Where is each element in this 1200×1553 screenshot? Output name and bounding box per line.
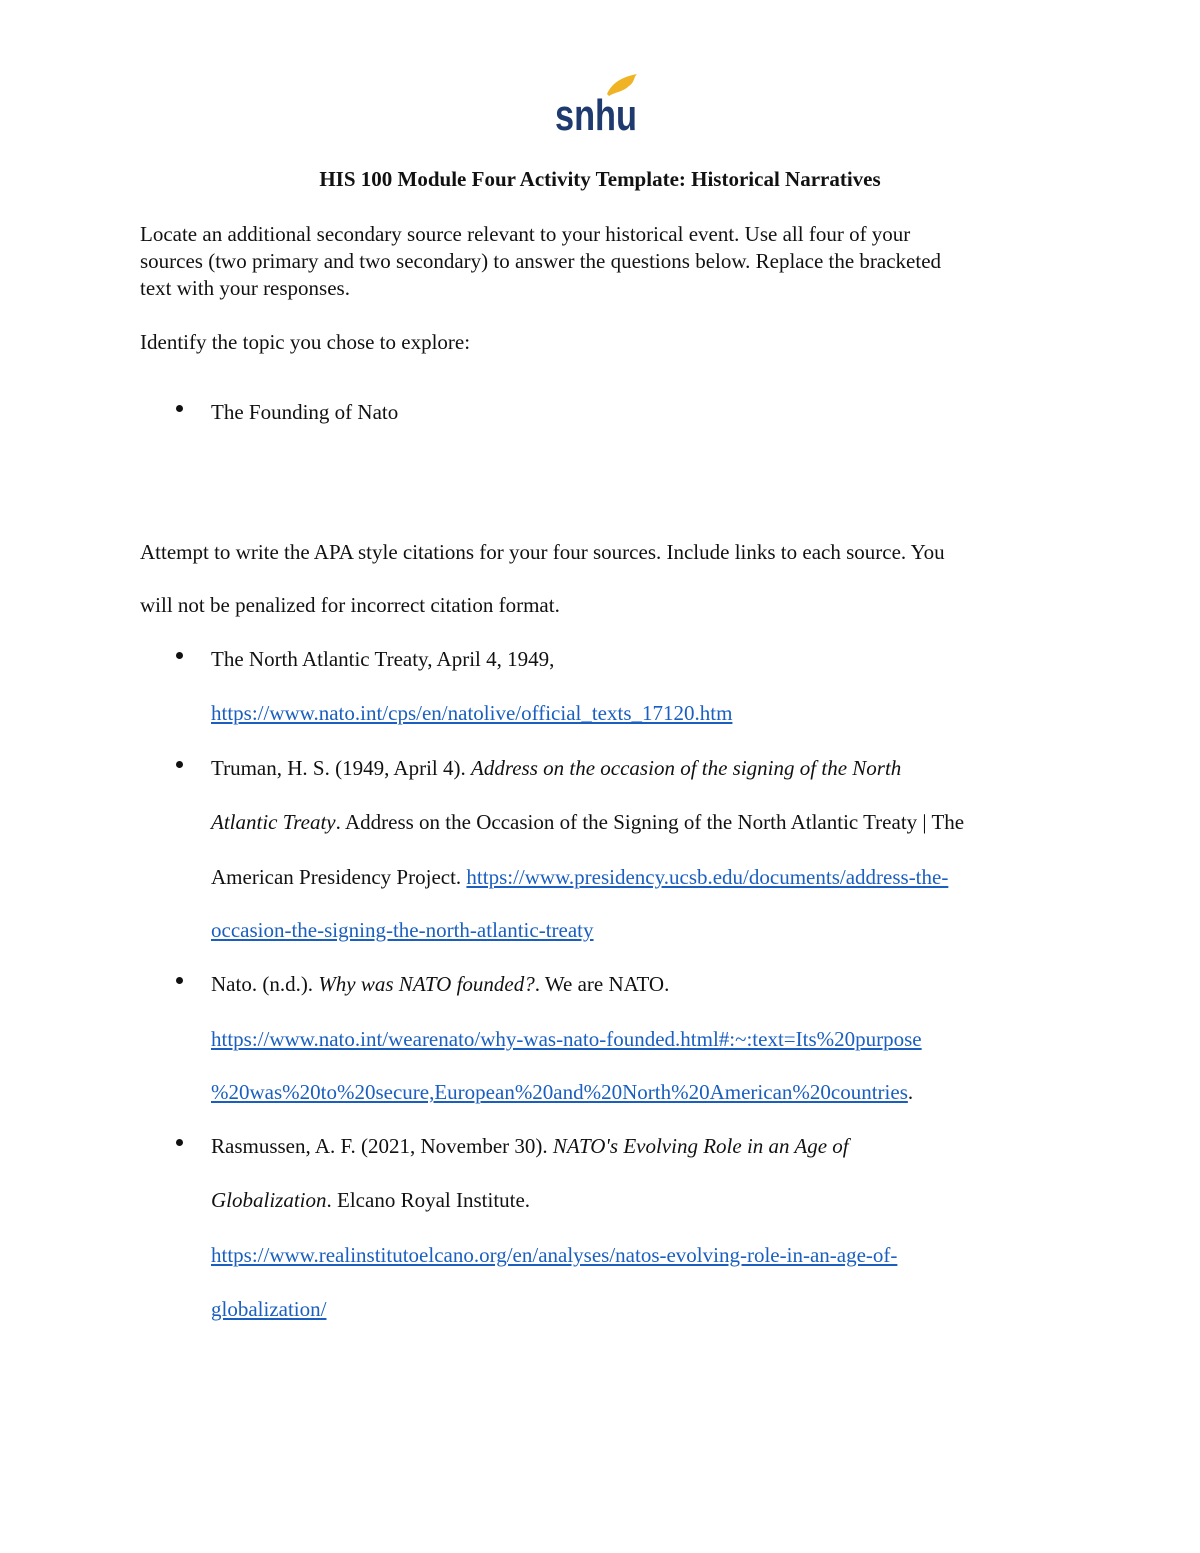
bullet-icon	[176, 977, 183, 984]
citation-2-line: Truman, H. S. (1949, April 4). Address on the occasion of the signing of the North	[211, 756, 902, 780]
citation-1-link[interactable]: https://www.nato.int/cps/en/natolive/official_texts_17120.htm	[211, 701, 733, 725]
citation-4-line: Globalization. Elcano Royal Institute.	[211, 1188, 531, 1212]
citation-prompt: Attempt to write the APA style citations for your four sources. Include links to each source. You	[140, 540, 945, 564]
citation-2-link[interactable]: occasion-the-signing-the-north-atlantic-treaty	[211, 918, 594, 942]
citation-4-link[interactable]: https://www.realinstitutoelcano.org/en/analyses/natos-evolving-role-in-an-age-of-	[211, 1243, 898, 1267]
citation-4-line: Rasmussen, A. F. (2021, November 30). NATO's Evolving Role in an Age of	[211, 1134, 849, 1158]
citation-prompt: will not be penalized for incorrect citation format.	[140, 593, 560, 617]
citation-3-link[interactable]: https://www.nato.int/wearenato/why-was-nato-founded.html#:~:text=Its%20purpose	[211, 1027, 922, 1051]
citation-1-text: The North Atlantic Treaty, April 4, 1949,	[211, 647, 555, 671]
citation-2-line: Atlantic Treaty. Address on the Occasion of the Signing of the North Atlantic Treaty | The	[211, 810, 965, 834]
intro-line: text with your responses.	[140, 276, 350, 300]
bullet-icon	[176, 1139, 183, 1146]
citation-3-link[interactable]: %20was%20to%20secure,European%20and%20North%20American%20countries	[211, 1080, 908, 1104]
intro-line: sources (two primary and two secondary) to answer the questions below. Replace the bracketed	[140, 249, 942, 273]
topic-prompt: Identify the topic you chose to explore:	[140, 330, 471, 354]
snhu-logo	[555, 72, 645, 140]
topic-text: The Founding of Nato	[211, 400, 399, 424]
document-page: snhu HIS 100 Module Four Activity Template: Historical Narratives Locate an additional secondary source relevant to your historical event. Use all four of your sources (two primary and two secondary) to answer the questions below. Replace the bracketed text with your responses. Identify the topic you chose to explore: The Founding of Nato Attempt to write the APA style citations for your four sources. Include links to each source. You will not be penalized for incorrect citation format. The North Atlantic Treaty, April 4, 1949, https://www.nato.int/cps/en/natolive/official_texts_17120.htm Truman, H. S. (1949, April 4). Address on the occasion of the signing of the North Atlantic Treaty. Address on the Occasion of the Signing of the North Atlantic Treaty | The American Presidency Project. https://www.presidency.ucsb.edu/documents/address-the- occasion-the-signing-the-north-atlantic-treaty Nato. (n.d.). Why was NATO founded?. We are NATO. https://www.nato.int/wearenato/why-was-nato-founded.html#:~:text=Its%20purpose %20was%20to%20secure,European%20and%20North%20American%20countries. Rasmussen, A. F. (2021, November 30). NATO's Evolving Role in an Age of Globalization. Elcano Royal Institute. https://www.realinstitutoelcano.org/en/analyses/natos-evolving-role-in-an-age-of- globalization/	[0, 0, 1200, 1553]
intro-line: Locate an additional secondary source relevant to your historical event. Use all four of your	[140, 222, 911, 246]
citation-2-link[interactable]: https://www.presidency.ucsb.edu/documents/address-the-	[466, 865, 949, 889]
citation-2-line: American Presidency Project. https://www.presidency.ucsb.edu/documents/address-the-	[211, 865, 949, 889]
bullet-icon	[176, 652, 183, 659]
citation-4-link[interactable]: globalization/	[211, 1297, 327, 1321]
svg-text:snhu: snhu	[555, 91, 637, 140]
bullet-icon	[176, 761, 183, 768]
citation-3-line: Nato. (n.d.). Why was NATO founded?. We are NATO.	[211, 972, 670, 996]
bullet-icon	[176, 405, 183, 412]
page-title: HIS 100 Module Four Activity Template: Historical Narratives	[319, 167, 881, 191]
